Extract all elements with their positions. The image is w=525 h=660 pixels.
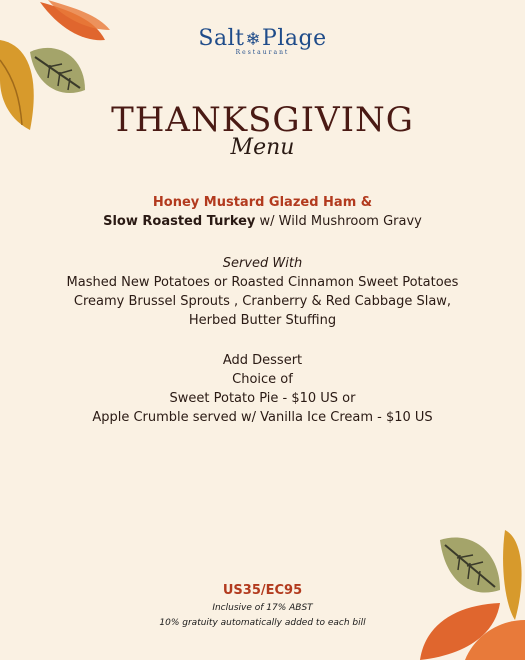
menu-price: US35/EC95 [222,583,303,598]
side-item: Herbed Butter Stuffing [188,313,337,328]
gratuity-note: 10% gratuity automatically added to each bill [159,618,366,628]
mains-line-1: Honey Mustard Glazed Ham & [152,195,373,210]
snowflake-icon: ❄ [245,29,262,50]
dessert-section [0,351,525,427]
dessert-line: Sweet Potato Pie - $10 US or [169,391,356,406]
mains-line-2-bold: Slow Roasted Turkey [103,214,256,229]
mains-section [0,193,525,231]
logo-name-left: Salt [198,26,245,51]
logo-tagline: Restaurant [235,49,290,56]
restaurant-logo [0,26,525,56]
menu-subtitle: Menu [230,135,295,160]
mains-line-2 [0,212,525,231]
sides-section [0,254,525,330]
mains-line-2-rest: w/ Wild Mushroom Gravy [255,214,422,229]
side-item: Mashed New Potatoes or Roasted Cinnamon Sweet Potatoes [66,275,459,290]
dessert-line: Apple Crumble served w/ Vanilla Ice Cream - $10 US [92,410,433,425]
sides-heading: Served With [222,256,303,271]
dessert-line: Choice of [232,372,293,387]
dessert-line: Add Dessert [222,353,303,368]
logo-name-right: Plage [262,26,327,51]
menu-title: THANKSGIVING [111,100,414,140]
side-item: Creamy Brussel Sprouts , Cranberry & Red Cabbage Slaw, [73,294,452,309]
tax-note: Inclusive of 17% ABST [212,603,313,613]
